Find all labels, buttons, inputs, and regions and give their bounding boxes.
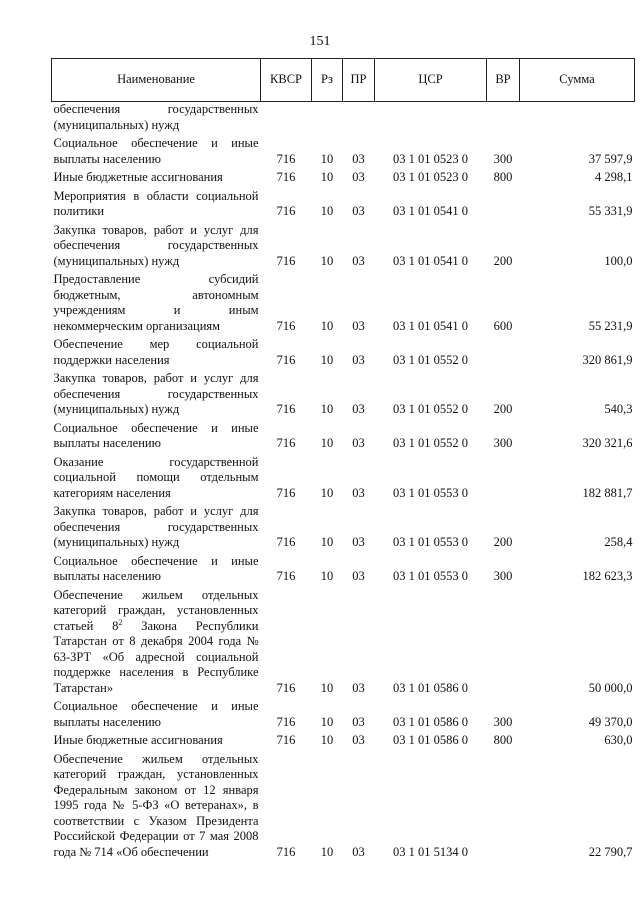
- cell-rz: 10: [320, 151, 334, 166]
- table-row: [52, 418, 635, 452]
- cell-sum: [520, 102, 635, 134]
- cell-rz: 10: [320, 485, 334, 500]
- cell-pr: 03: [352, 680, 365, 695]
- cell-rz: 10: [320, 318, 334, 333]
- cell-name: Иные бюджетные ассигнования: [53, 733, 223, 747]
- cell-csr: 03 1 01 0586 0: [393, 733, 468, 747]
- cell-name: Иные бюджетные ассигнования: [53, 170, 223, 184]
- cell-vr: 300: [493, 436, 513, 450]
- cell-csr: 03 1 01 0552 0: [393, 402, 468, 416]
- cell-pr: 03: [352, 352, 365, 367]
- header-kvsr: КВСР: [261, 59, 312, 102]
- cell-vr: [487, 749, 520, 861]
- cell-vr: [487, 452, 520, 502]
- header-csr: ЦСР: [375, 59, 487, 102]
- cell-pr: 03: [352, 844, 365, 859]
- cell-kvsr: 716: [276, 352, 296, 367]
- cell-kvsr: 716: [276, 318, 296, 333]
- cell-pr: 03: [352, 253, 365, 268]
- cell-sum: 320 861,9: [582, 352, 633, 367]
- budget-table: [51, 58, 635, 860]
- cell-vr: 800: [493, 733, 513, 747]
- cell-name: Закупка товаров, работ и услуг для обеспечения государственных (муниципальных) нужд: [53, 504, 259, 549]
- header-vr: ВР: [487, 59, 520, 102]
- cell-rz: 10: [320, 733, 334, 747]
- table-header-row: [52, 59, 635, 102]
- table-row: [52, 269, 635, 334]
- cell-pr: 03: [352, 535, 365, 549]
- cell-rz: 10: [320, 402, 334, 416]
- cell-name: Оказание государственной социальной помощи отдельным категориям населения: [53, 454, 259, 500]
- cell-csr: 03 1 01 0553 0: [393, 485, 468, 500]
- page-number: 151: [309, 34, 331, 49]
- cell-sum: 55 231,9: [588, 318, 633, 333]
- table-row: [52, 220, 635, 270]
- cell-rz: 10: [320, 436, 334, 450]
- cell-vr: 800: [493, 170, 513, 184]
- table-row: [52, 102, 635, 134]
- cell-rz: 10: [320, 680, 334, 695]
- cell-rz: 10: [320, 170, 334, 184]
- cell-csr: 03 1 01 0523 0: [393, 170, 468, 184]
- table-row: [52, 501, 635, 551]
- cell-sum: 37 597,9: [588, 151, 633, 166]
- cell-csr: 03 1 01 0541 0: [393, 253, 468, 268]
- cell-rz: 10: [320, 535, 334, 549]
- cell-sum: 182 881,7: [582, 485, 633, 500]
- cell-sum: 320 321,6: [582, 436, 633, 450]
- cell-pr: [343, 102, 375, 134]
- cell-pr: 03: [352, 318, 365, 333]
- cell-csr: 03 1 01 0553 0: [393, 535, 468, 549]
- cell-pr: 03: [352, 151, 365, 166]
- table-row: [52, 133, 635, 167]
- cell-name: Закупка товаров, работ и услуг для обеспечения государственных (муниципальных) нужд: [53, 371, 259, 416]
- cell-pr: 03: [352, 714, 365, 729]
- header-name: Наименование: [52, 59, 261, 102]
- cell-vr: [487, 186, 520, 220]
- table-row: [52, 696, 635, 730]
- cell-kvsr: 716: [276, 204, 296, 218]
- cell-rz: 10: [320, 569, 334, 583]
- cell-rz: 10: [320, 204, 334, 218]
- cell-kvsr: 716: [276, 680, 296, 695]
- cell-kvsr: 716: [276, 844, 296, 859]
- cell-name: Закупка товаров, работ и услуг для обеспечения государственных (муниципальных) нужд: [53, 222, 259, 268]
- cell-vr: 300: [493, 151, 513, 166]
- cell-vr: [487, 334, 520, 368]
- cell-pr: 03: [352, 170, 365, 184]
- cell-csr: 03 1 01 0553 0: [393, 569, 468, 583]
- cell-sum: 630,0: [604, 733, 633, 747]
- table-row: [52, 749, 635, 861]
- table-row: [52, 186, 635, 220]
- table-row: [52, 334, 635, 368]
- cell-csr: 03 1 01 0552 0: [393, 436, 468, 450]
- cell-kvsr: 716: [276, 436, 296, 450]
- cell-csr: [375, 102, 487, 134]
- table-row: [52, 585, 635, 697]
- cell-kvsr: 716: [276, 714, 296, 729]
- table-row: [52, 551, 635, 585]
- cell-sum: 22 790,7: [588, 844, 633, 859]
- cell-vr: 600: [493, 318, 513, 333]
- cell-csr: 03 1 01 0541 0: [393, 318, 468, 333]
- cell-sum: 182 623,3: [582, 569, 633, 583]
- cell-kvsr: 716: [276, 569, 296, 583]
- cell-vr: 300: [493, 569, 513, 583]
- cell-sum: 55 331,9: [588, 204, 633, 218]
- cell-name: Социальное обеспечение и иные выплаты населению: [53, 420, 259, 450]
- cell-rz: 10: [320, 714, 334, 729]
- table-row: [52, 730, 635, 749]
- cell-name: Предоставление субсидий бюджетным, автономным учреждениям и иным некоммерческим организациям: [53, 272, 259, 333]
- cell-kvsr: 716: [276, 402, 296, 416]
- cell-csr: 03 1 01 0586 0: [393, 680, 468, 695]
- cell-kvsr: 716: [276, 253, 296, 268]
- cell-csr: 03 1 01 0523 0: [393, 151, 468, 166]
- cell-sum: 540,3: [604, 402, 633, 416]
- cell-vr: 300: [493, 714, 513, 729]
- cell-name: обеспечения государственных (муниципальных) нужд: [53, 102, 259, 132]
- cell-name: Мероприятия в области социальной политики: [53, 188, 259, 218]
- cell-kvsr: 716: [276, 535, 296, 549]
- cell-vr: [487, 585, 520, 697]
- header-pr: ПР: [343, 59, 375, 102]
- cell-name: Социальное обеспечение и иные выплаты населению: [53, 136, 259, 166]
- cell-sum: 49 370,0: [588, 714, 633, 729]
- cell-vr: 200: [493, 535, 513, 549]
- cell-name: Обеспечение жильем отдельных категорий граждан, установленных статьей $8^2$ Закона Республики Татарстан от 8 декабря 2004 года № 63-ЗРТ «Об адресной социальной поддержке населения в Республике Татарстан»: [53, 587, 259, 695]
- cell-kvsr: [261, 102, 312, 134]
- header-rz: Рз: [312, 59, 343, 102]
- cell-rz: [312, 102, 343, 134]
- cell-csr: 03 1 01 0541 0: [393, 204, 468, 218]
- cell-name: Обеспечение жильем отдельных категорий граждан, установленных Федеральным законом от 12 января 1995 года № 5-ФЗ «О ветеранах», в соответствии с Указом Президента Российской Федерации от 7 мая 2008 года № 714 «Об обеспечении: [53, 751, 259, 859]
- header-sum: Сумма: [520, 59, 635, 102]
- cell-csr: 03 1 01 0552 0: [393, 352, 468, 367]
- cell-kvsr: 716: [276, 485, 296, 500]
- cell-pr: 03: [352, 402, 365, 416]
- cell-vr: [487, 102, 520, 134]
- cell-sum: 258,4: [604, 535, 633, 549]
- cell-sum: 100,0: [604, 253, 633, 268]
- cell-name: Обеспечение мер социальной поддержки населения: [53, 337, 259, 367]
- cell-kvsr: 716: [276, 170, 296, 184]
- cell-rz: 10: [320, 844, 334, 859]
- table-row: [52, 368, 635, 418]
- cell-pr: 03: [352, 204, 365, 218]
- table-row: [52, 452, 635, 502]
- cell-pr: 03: [352, 485, 365, 500]
- cell-csr: 03 1 01 0586 0: [393, 714, 468, 729]
- cell-name: Социальное обеспечение и иные выплаты населению: [53, 553, 259, 583]
- cell-vr: 200: [493, 402, 513, 416]
- cell-csr: 03 1 01 5134 0: [393, 844, 468, 859]
- cell-rz: 10: [320, 352, 334, 367]
- cell-sum: 4 298,1: [595, 170, 633, 184]
- cell-kvsr: 716: [276, 151, 296, 166]
- cell-pr: 03: [352, 569, 365, 583]
- cell-name: Социальное обеспечение и иные выплаты населению: [53, 699, 259, 729]
- cell-pr: 03: [352, 436, 365, 450]
- cell-pr: 03: [352, 733, 365, 747]
- cell-rz: 10: [320, 253, 334, 268]
- table-row: [52, 167, 635, 186]
- cell-sum: 50 000,0: [588, 680, 633, 695]
- cell-kvsr: 716: [276, 733, 296, 747]
- cell-vr: 200: [493, 253, 513, 268]
